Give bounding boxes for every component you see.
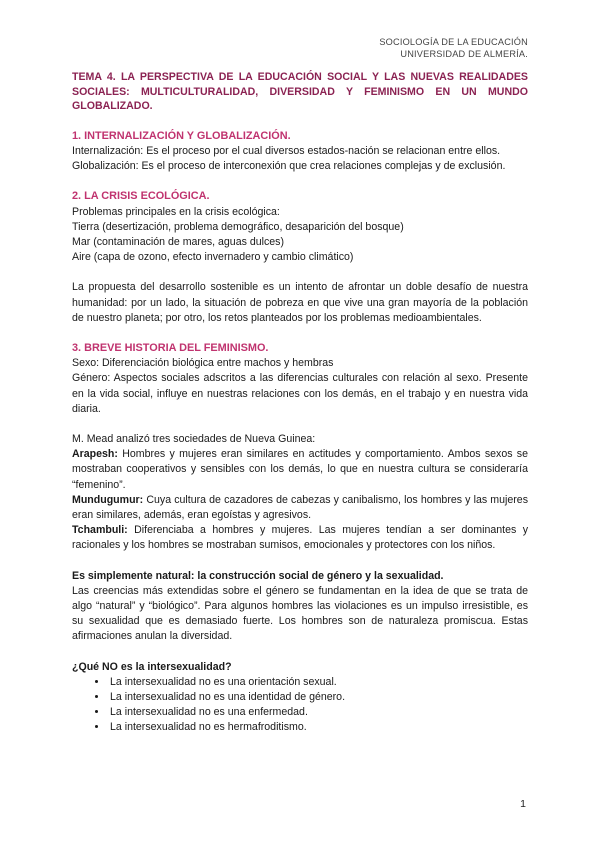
header-course: SOCIOLOGÍA DE LA EDUCACIÓN [379, 37, 528, 47]
society-name: Tchambuli: [72, 524, 128, 537]
sustainable-development-paragraph: La propuesta del desarrollo sostenible es un intento de afrontar un doble desafío de nuestra humanidad: por un lado, la situación de pobreza en que vive una gran mayoría de la población de nuestro planeta; por otro, los retos planteados por los problemas medioambientales. [72, 281, 528, 324]
intersex-heading: ¿Qué NO es la intersexualidad? [72, 660, 232, 673]
society-description: Hombres y mujeres eran similares en actitudes y comportamiento. Ambos sexos se mostraban cooperativos y sensibles con los demás, lo que en nuestra cultura se consideraría “femenino”. [72, 448, 528, 491]
natural-heading: Es simplemente natural: la construcción social de género y la sexualidad. [72, 569, 444, 582]
society-description: Cuya cultura de cazadores de cabezas y canibalismo, los hombres y las mujeres eran similares, además, eran egoístas y agresivos. [72, 493, 528, 522]
intersex-list [72, 675, 528, 736]
ecology-intro: Problemas principales en la crisis ecológica: [72, 205, 280, 218]
society-mundugumur [72, 493, 528, 523]
page-header [379, 36, 528, 60]
definition-sex: Sexo: Diferenciación biológica entre machos y hembras [72, 357, 334, 370]
society-tchambuli [72, 523, 528, 553]
definition-internalization: Internalización: Es el proceso por el cual diversos estados-nación se relacionan entre ellos. [72, 144, 501, 157]
page-number: 1 [520, 798, 526, 810]
society-name: Arapesh: [72, 448, 118, 461]
section-heading-feminism: 3. BREVE HISTORIA DEL FEMINISMO. [72, 342, 269, 355]
list-item: • La intersexualidad no es una identidad de género. [108, 690, 528, 705]
ecology-sea: Mar (contaminación de mares, aguas dulces) [72, 236, 284, 248]
definition-globalization: Globalización: Es el proceso de interconexión que crea relaciones complejas y de exclusión. [72, 160, 506, 173]
list-item: • La intersexualidad no es una enfermedad. [108, 705, 528, 720]
header-university: UNIVERSIDAD DE ALMERÍA. [400, 49, 528, 59]
mead-intro: M. Mead analizó tres sociedades de Nueva Guinea: [72, 433, 316, 446]
list-item: • La intersexualidad no es hermafroditismo. [108, 720, 528, 735]
ecology-land: Tierra (desertización, problema demográfico, desaparición del bosque) [72, 220, 404, 233]
society-description: Diferenciaba a hombres y mujeres. Las mujeres tendían a ser dominantes y racionales y los hombres se mostraban sumisos, emocionales y protectores con los niños. [72, 524, 528, 552]
document-body [72, 70, 528, 736]
ecology-air: Aire (capa de ozono, efecto invernadero y cambio climático) [72, 251, 354, 264]
natural-paragraph: Las creencias más extendidas sobre el género se fundamentan en la idea de que se trata de algo “natural” y “biológico”. Para algunos hombres las violaciones es un impulso irresistible, es su sexualidad que es demasiado fuerte. Los hombres son de naturaleza promiscua. Estas afirmaciones anulan la diversidad. [72, 584, 528, 643]
section-heading-ecological-crisis: 2. LA CRISIS ECOLÓGICA. [72, 190, 210, 203]
section-heading-globalization: 1. INTERNALIZACIÓN Y GLOBALIZACIÓN. [72, 129, 291, 142]
list-item: • La intersexualidad no es una orientación sexual. [108, 675, 528, 690]
definition-gender: Género: Aspectos sociales adscritos a las diferencias culturales con relación al sexo. Presente en la vida social, influye en nuestras relaciones con los demás, en el trabajo y en nuestra vida diaria. [72, 372, 528, 415]
society-name: Mundugumur: [72, 493, 144, 506]
society-arapesh [72, 447, 528, 493]
document-title: TEMA 4. LA PERSPECTIVA DE LA EDUCACIÓN SOCIAL Y LAS NUEVAS REALIDADES SOCIALES: MULTICULTURALIDAD, DIVERSIDAD Y FEMINISMO EN UN MUNDO GLOBALIZADO. [72, 71, 528, 113]
